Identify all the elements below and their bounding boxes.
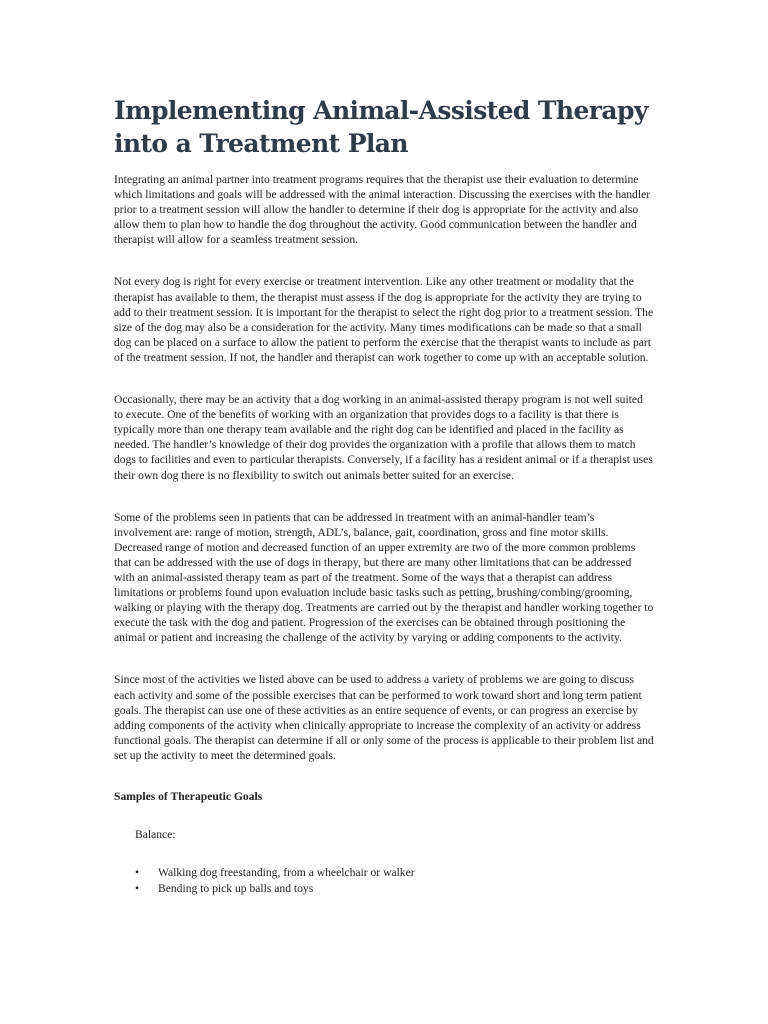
paragraph-activities: Since most of the activities we listed above can be used to address a variety of problems we are going to discuss each activity and some of the possible exercises that can be performed to work toward short and long term patient goals. The therapist can use one of these activities as an entire sequence of events, or can progress an exercise by adding components of the activity when clinically appropriate to increase the complexity of an activity or address functional goals. The therapist can determine if all or only some of the process is applicable to their problem list and set up the activity to meet the determined goals. — [114, 673, 654, 762]
list-item — [114, 865, 654, 881]
paragraph-occasionally: Occasionally, there may be an activity that a dog working in an animal-assisted therapy program is not well suited to execute. One of the benefits of working with an organization that provides dogs to a facility is that there is typically more than one therapy team available and the right dog can be identified and placed in the facility as needed. The handler’s knowledge of their dog provides the organization with a profile that allows them to match dogs to facilities and even to particular therapists. Conversely, if a facility has a resident animal or if a therapist uses their own dog there is no flexibility to switch out animals better suited for an exercise. — [114, 393, 653, 482]
paragraph-not-every-dog: Not every dog is right for every exercise or treatment intervention. Like any other treatment or modality that the therapist has available to them, the therapist must assess if the dog is appropriate for the activity they are trying to add to their treatment session. It is important for the therapist to select the right dog prior to a treatment session. The size of the dog may also be a consideration for the activity. Many times modifications can be made so that a small dog can be placed on a surface to allow the patient to perform the exercise that the therapist wants to include as part of the treatment session. If not, the handler and therapist can work together to come up with an acceptable solution. — [114, 275, 654, 364]
paragraph-integrating: Integrating an animal partner into treatment programs requires that the therapist use their evaluation to determine which limitations and goals will be addressed with the animal interaction. Discussing the exercises with the handler prior to a treatment session will allow the handler to determine if their dog is appropriate for the activity and also allow them to plan how to handle the dog throughout the activity. Good communication between the handler and therapist will allow for a seamless treatment session. — [114, 173, 651, 247]
document-title: Implementing Animal-Assisted Therapy into a Treatment Plan — [114, 96, 648, 158]
list-item-text: Bending to pick up balls and toys — [158, 882, 314, 895]
subheading-balance: Balance: — [135, 828, 176, 841]
bullet-icon: • — [135, 866, 140, 879]
section-heading: Samples of Therapeutic Goals — [114, 790, 263, 803]
list-item-text: Walking dog freestanding, from a wheelchair or walker — [158, 866, 415, 879]
list-item — [114, 881, 654, 897]
goal-list — [114, 865, 654, 897]
document-page — [114, 94, 654, 897]
bullet-icon: • — [135, 882, 140, 895]
paragraph-problems: Some of the problems seen in patients that can be addressed in treatment with an animal-handler team’s involvement are: range of motion, strength, ADL’s, balance, gait, coordination, gross and fine motor skills. Decreased range of motion and decreased function of an upper extremity are two of the more common problems that can be addressed with the use of dogs in therapy, but there are many other limitations that can be addressed with an animal-assisted therapy team as part of the treatment. Some of the ways that a therapist can address limitations or problems found upon evaluation include basic tasks such as petting, brushing/combing/grooming, walking or playing with the therapy dog. Treatments are carried out by the therapist and handler working together to execute the task with the dog and patient. Progression of the exercises can be obtained through positioning the animal or patient and increasing the challenge of the activity by varying or adding components to the activity. — [114, 510, 654, 645]
